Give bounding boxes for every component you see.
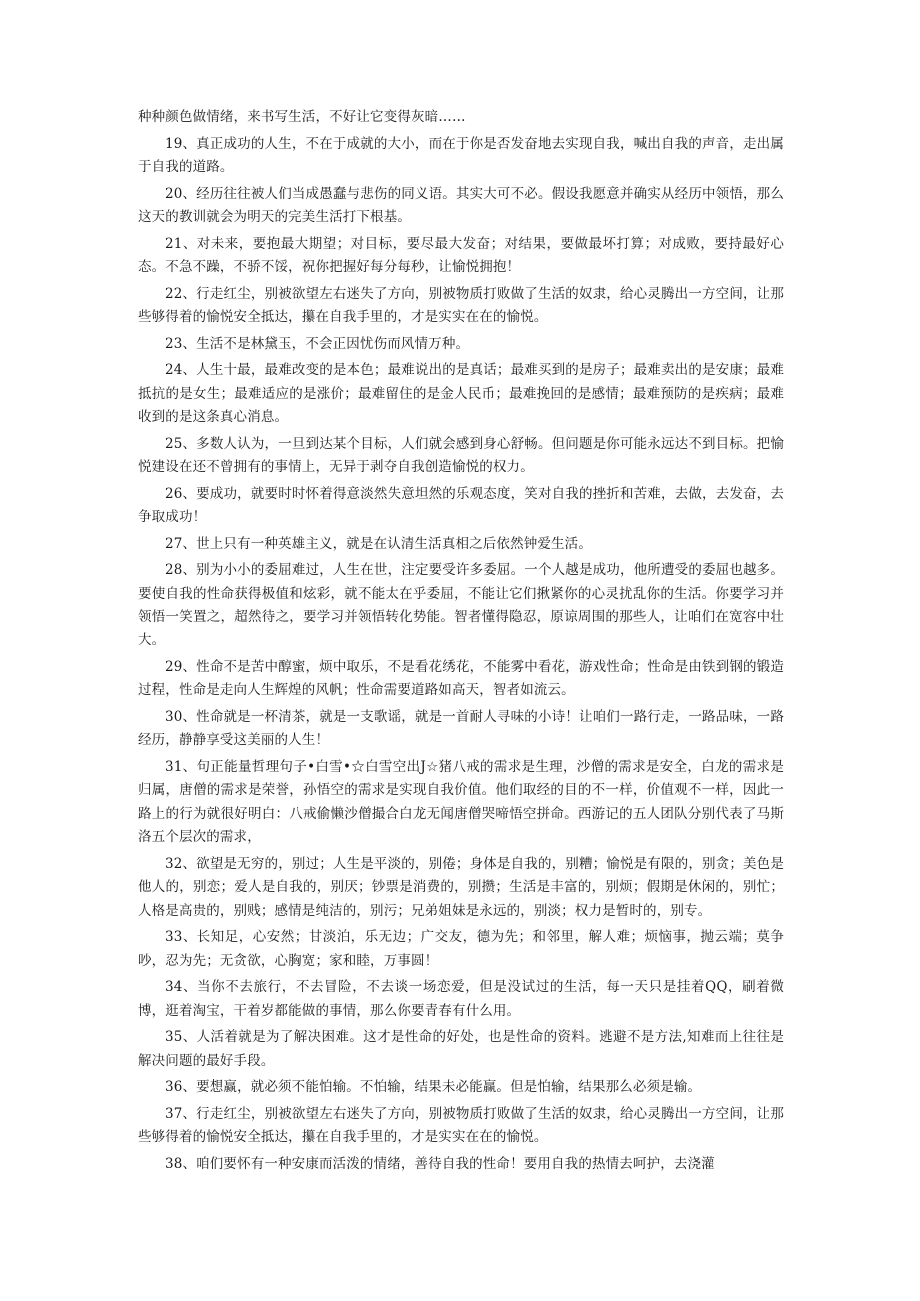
paragraph: 35、人活着就是为了解决困难。这才是性命的好处，也是性命的资料。逃避不是方法,知难而上往往是解决问题的最好手段。 xyxy=(138,1029,784,1069)
paragraph: 25、多数人认为，一旦到达某个目标，人们就会感到身心舒畅。但问题是你可能永远达不到目标。把愉悦建设在还不曾拥有的事情上，无异于剥夺自我创造愉悦的权力。 xyxy=(138,435,784,475)
paragraph: 种种颜色做情绪，来书写生活，不好让它变得灰暗…… xyxy=(138,109,466,125)
paragraph: 36、要想赢，就必须不能怕输。不怕输，结果未必能赢。但是怕输，结果那么必须是输。 xyxy=(165,1079,702,1096)
paragraph: 31、句正能量哲理句子•白雪•☆白雪空出J☆猪八戒的需求是生理，沙僧的需求是安全，白龙的需求是归属，唐僧的需求是荣誉，孙悟空的需求是实现自我价值。他们取经的目的不一样，价值观不一样，因此一路上的行为就很好明白：八戒偷懒沙僧撮合白龙无闻唐僧哭啼悟空拼命。西游记的五人团队分别代表了马斯洛五个层次的需求， xyxy=(138,759,784,846)
paragraph: 22、行走红尘，别被欲望左右迷失了方向，别被物质打败做了生活的奴隶，给心灵腾出一方空间，让那些够得着的愉悦安全抵达，攥在自我手里的，才是实实在在的愉悦。 xyxy=(138,285,784,325)
paragraph: 32、欲望是无穷的，别过；人生是平淡的，别倦；身体是自我的，别糟；愉悦是有限的，别贪；美色是他人的，别恋；爱人是自我的，别厌；钞票是消费的，别攒；生活是丰富的，别烦；假期是休闲的，别忙；人格是高贵的，别贱；感情是纯洁的，别污；兄弟姐妹是永远的，别淡；权力是暂时的，别专。 xyxy=(138,855,784,919)
paragraph: 20、经历往往被人们当成愚蠢与悲伤的同义语。其实大可不必。假设我愿意并确实从经历中领悟，那么这天的教训就会为明天的完美生活打下根基。 xyxy=(138,185,784,225)
paragraph: 33、长知足，心安然；甘淡泊，乐无边；广交友，德为先；和邻里，解人难；烦恼事，抛云端；莫争吵，忍为先；无贪欲，心胸宽；家和睦，万事圆！ xyxy=(138,929,784,969)
paragraph: 27、世上只有一种英雄主义，就是在认清生活真相之后依然钟爱生活。 xyxy=(165,535,592,552)
paragraph: 28、别为小小的委屈难过，人生在世，注定要受许多委屈。一个人越是成功，他所遭受的委屈也越多。要使自我的性命获得极值和炫彩，就不能太在乎委屈，不能让它们揪紧你的心灵扰乱你的生活。你要学习并领悟一笑置之，超然待之，要学习并领悟转化势能。智者懂得隐忍，原谅周围的那些人，让咱们在宽容中壮大。 xyxy=(138,562,784,649)
paragraph: 30、性命就是一杯清茶，就是一支歌谣，就是一首耐人寻味的小诗！让咱们一路行走，一路品味，一路经历，静静享受这美丽的人生！ xyxy=(138,709,784,749)
paragraph: 24、人生十最，最难改变的是本色；最难说出的是真话；最难买到的是房子；最难卖出的是安康；最难抵抗的是女生；最难适应的是涨价；最难留住的是金人民币；最难挽回的是感情；最难预防的是疾病；最难收到的是这条真心消息。 xyxy=(138,362,784,425)
paragraph: 26、要成功，就要时时怀着得意淡然失意坦然的乐观态度，笑对自我的挫折和苦难，去做，去发奋，去争取成功！ xyxy=(138,485,784,525)
document-page xyxy=(138,106,784,1179)
paragraph: 34、当你不去旅行，不去冒险，不去谈一场恋爱，但是没试过的生活，每一天只是挂着QQ，刷着微博，逛着淘宝，干着岁都能做的事情，那么你要青春有什么用。 xyxy=(138,979,784,1019)
paragraph: 21、对未来，要抱最大期望；对目标，要尽最大发奋；对结果，要做最坏打算；对成败，要持最好心态。不急不躁，不骄不馁，祝你把握好每分每秒，让愉悦拥抱！ xyxy=(138,235,784,275)
paragraph: 23、生活不是林黛玉，不会正因忧伤而风情万种。 xyxy=(165,335,470,352)
paragraph: 37、行走红尘，别被欲望左右迷失了方向，别被物质打败做了生活的奴隶，给心灵腾出一方空间，让那些够得着的愉悦安全抵达，攥在自我手里的，才是实实在在的愉悦。 xyxy=(138,1105,784,1146)
paragraph: 38、咱们要怀有一种安康而活泼的情绪，善待自我的性命！要用自我的热情去呵护，去浇灌 xyxy=(165,1155,715,1172)
paragraph: 29、性命不是苦中醇蜜，烦中取乐，不是看花绣花，不能雾中看花，游戏性命；性命是由铁到钢的锻造过程，性命是走向人生辉煌的风帆；性命需要道路如高天，智者如流云。 xyxy=(138,659,784,699)
paragraph: 19、真正成功的人生，不在于成就的大小，而在于你是否发奋地去实现自我，喊出自我的声音，走出属于自我的道路。 xyxy=(138,135,784,175)
